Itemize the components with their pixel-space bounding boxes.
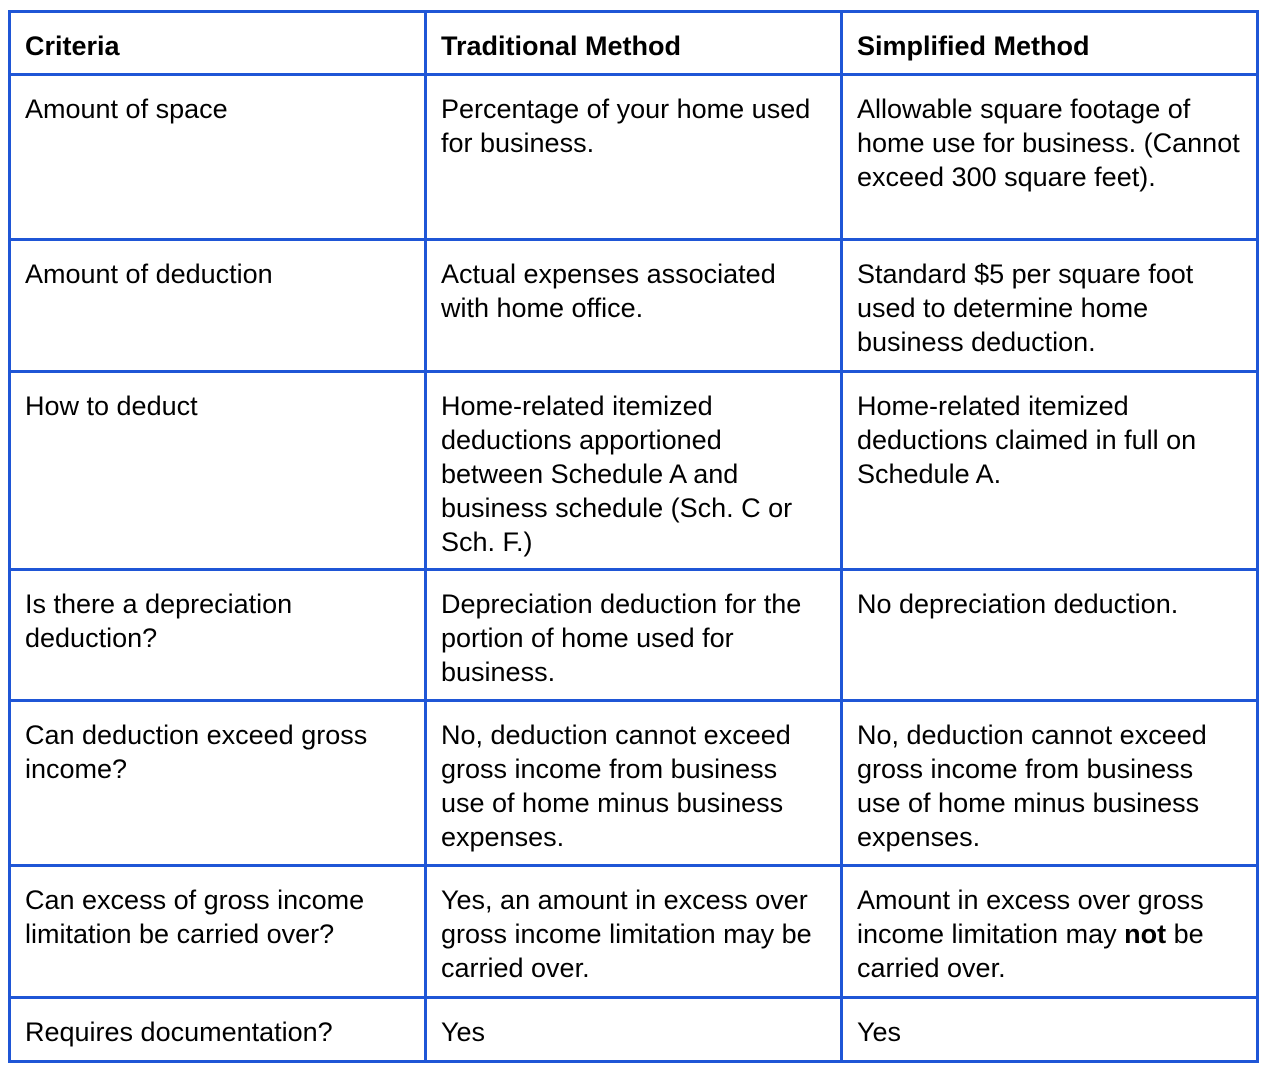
criteria-cell: Requires documentation?	[10, 998, 426, 1062]
traditional-cell: Percentage of your home used for business.	[426, 75, 842, 240]
header-simplified-method: Simplified Method	[842, 12, 1258, 75]
criteria-cell: Can deduction exceed gross income?	[10, 701, 426, 866]
criteria-cell: Amount of deduction	[10, 240, 426, 372]
header-traditional-method: Traditional Method	[426, 12, 842, 75]
criteria-cell: Can excess of gross income limitation be carried over?	[10, 866, 426, 998]
simplified-cell: Yes	[842, 998, 1258, 1062]
criteria-cell: Amount of space	[10, 75, 426, 240]
traditional-cell: No, deduction cannot exceed gross income from business use of home minus business expenses.	[426, 701, 842, 866]
table-row	[10, 701, 1258, 866]
table-header-row	[10, 12, 1258, 75]
criteria-cell: How to deduct	[10, 372, 426, 570]
simplified-cell: No, deduction cannot exceed gross income from business use of home minus business expenses.	[842, 701, 1258, 866]
table-row	[10, 75, 1258, 240]
comparison-table	[8, 10, 1259, 1063]
traditional-cell: Depreciation deduction for the portion of home used for business.	[426, 570, 842, 701]
simplified-cell: Allowable square footage of home use for business. (Cannot exceed 300 square feet).	[842, 75, 1258, 240]
table-row	[10, 570, 1258, 701]
criteria-cell: Is there a depreciation deduction?	[10, 570, 426, 701]
traditional-cell: Home-related itemized deductions apportioned between Schedule A and business schedule (Sch. C or Sch. F.)	[426, 372, 842, 570]
simplified-cell: Home-related itemized deductions claimed in full on Schedule A.	[842, 372, 1258, 570]
simplified-cell: No depreciation deduction.	[842, 570, 1258, 701]
table-row	[10, 866, 1258, 998]
table-row	[10, 372, 1258, 570]
simplified-cell: Standard $5 per square foot used to determine home business deduction.	[842, 240, 1258, 372]
simplified-cell	[842, 866, 1258, 998]
table-row	[10, 998, 1258, 1062]
emphasis-not: not	[1124, 919, 1167, 949]
table-row	[10, 240, 1258, 372]
traditional-cell: Yes	[426, 998, 842, 1062]
traditional-cell: Actual expenses associated with home office.	[426, 240, 842, 372]
traditional-cell: Yes, an amount in excess over gross income limitation may be carried over.	[426, 866, 842, 998]
simplified-text-before: Amount in excess over gross income limitation may	[857, 885, 1204, 949]
simplified-text-after: be carried over.	[857, 919, 1204, 983]
header-criteria: Criteria	[10, 12, 426, 75]
